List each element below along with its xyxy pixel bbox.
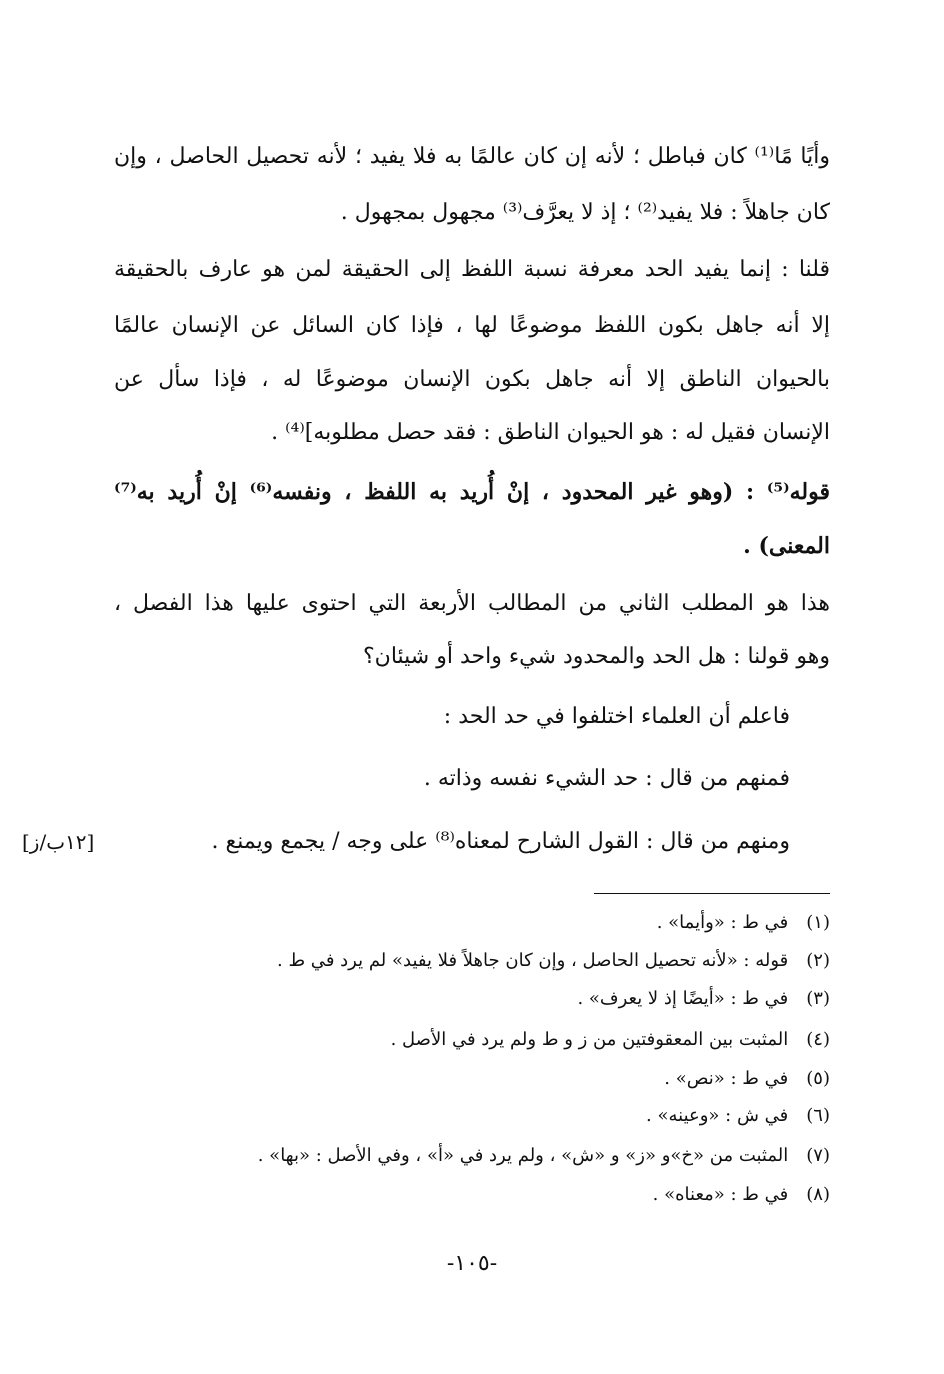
body-line-4: إلا أنه جاهل بكون اللفظ موضوعًا لها ، فإذا كان السائل عن الإنسان عالمًا [114,313,830,338]
footnote-text: المثبت بين المعقوفتين من ز و ط ولم يرد في الأصل . [390,1029,789,1050]
body-line-11: فاعلم أن العلماء اختلفوا في حد الحد : [443,704,790,729]
footnote-divider [594,893,830,894]
body-line-6: الإنسان فقيل له : هو الحيوان الناطق : فقد حصل مطلوبه]⁽⁴⁾ . [271,420,830,445]
footnote-5 [114,1066,830,1092]
body-line-10: وهو قولنا : هل الحد والمحدود شيء واحد أو شيئان؟ [362,644,830,669]
body-line-9: هذا هو المطلب الثاني من المطالب الأربعة التي احتوى عليها هذا الفصل ، [114,591,830,616]
body-line-13: ومنهم من قال : القول الشارح لمعناه⁽⁸⁾ على وجه / يجمع ويمنع . [211,829,790,854]
footnote-number: (٧) [806,1145,830,1166]
body-line-12: فمنهم من قال : حد الشيء نفسه وذاته . [423,766,790,791]
margin-folio-reference: [١٢ب/ز] [22,830,95,854]
footnote-6 [114,1103,830,1129]
footnote-1 [114,910,830,936]
body-line-3: قلنا : إنما يفيد الحد معرفة نسبة اللفظ إلى الحقيقة لمن هو عارف بالحقيقة [114,257,830,282]
footnote-text: في ط : «معناه» . [652,1184,789,1205]
footnote-number: (٢) [806,950,830,971]
footnote-number: (٣) [806,988,830,1009]
footnote-text: في ط : «وأيما» . [656,912,789,933]
quote-line-1: قوله⁽⁵⁾ : (وهو غير المحدود ، إنْ أُريد به اللفظ ، ونفسه⁽⁶⁾ إنْ أُريد به⁽⁷⁾ [114,479,830,505]
body-line-5: بالحيوان الناطق إلا أنه جاهل بكون الإنسان موضوعًا له ، فإذا سأل عن [114,367,830,392]
body-line-2: كان جاهلاً : فلا يفيد⁽²⁾ ؛ إذ لا يعرَّف⁽³⁾ مجهول بمجهول . [340,200,830,225]
footnote-text: في ش : «وعينه» . [646,1105,789,1126]
footnote-8 [114,1182,830,1208]
footnote-2 [114,948,830,974]
footnote-number: (٨) [806,1184,830,1205]
footnote-text: المثبت من «خ»و «ز» و «ش» ، ولم يرد في «أ» ، وفي الأصل : «بها» . [257,1145,789,1166]
footnote-text: في ط : «نص» . [664,1068,789,1089]
footnote-number: (٦) [806,1105,830,1126]
footnote-text: قوله : «لأنه تحصيل الحاصل ، وإن كان جاهلاً فلا يفيد» لم يرد في ط . [277,950,789,971]
footnote-text: في ط : «أيضًا إذ لا يعرف» . [577,988,789,1009]
footnote-7 [114,1143,830,1169]
quote-line-2: المعنى) . [743,533,830,559]
body-line-1: وأيًا مًا⁽¹⁾ كان فباطل ؛ لأنه إن كان عالمًا به فلا يفيد ؛ لأنه تحصيل الحاصل ، وإن [114,144,830,169]
footnote-3 [114,986,830,1012]
footnote-number: (٤) [806,1029,830,1050]
page-number: -١٠٥- [446,1251,498,1276]
footnote-number: (١) [806,912,830,933]
footnote-4 [114,1027,830,1053]
footnote-number: (٥) [806,1068,830,1089]
